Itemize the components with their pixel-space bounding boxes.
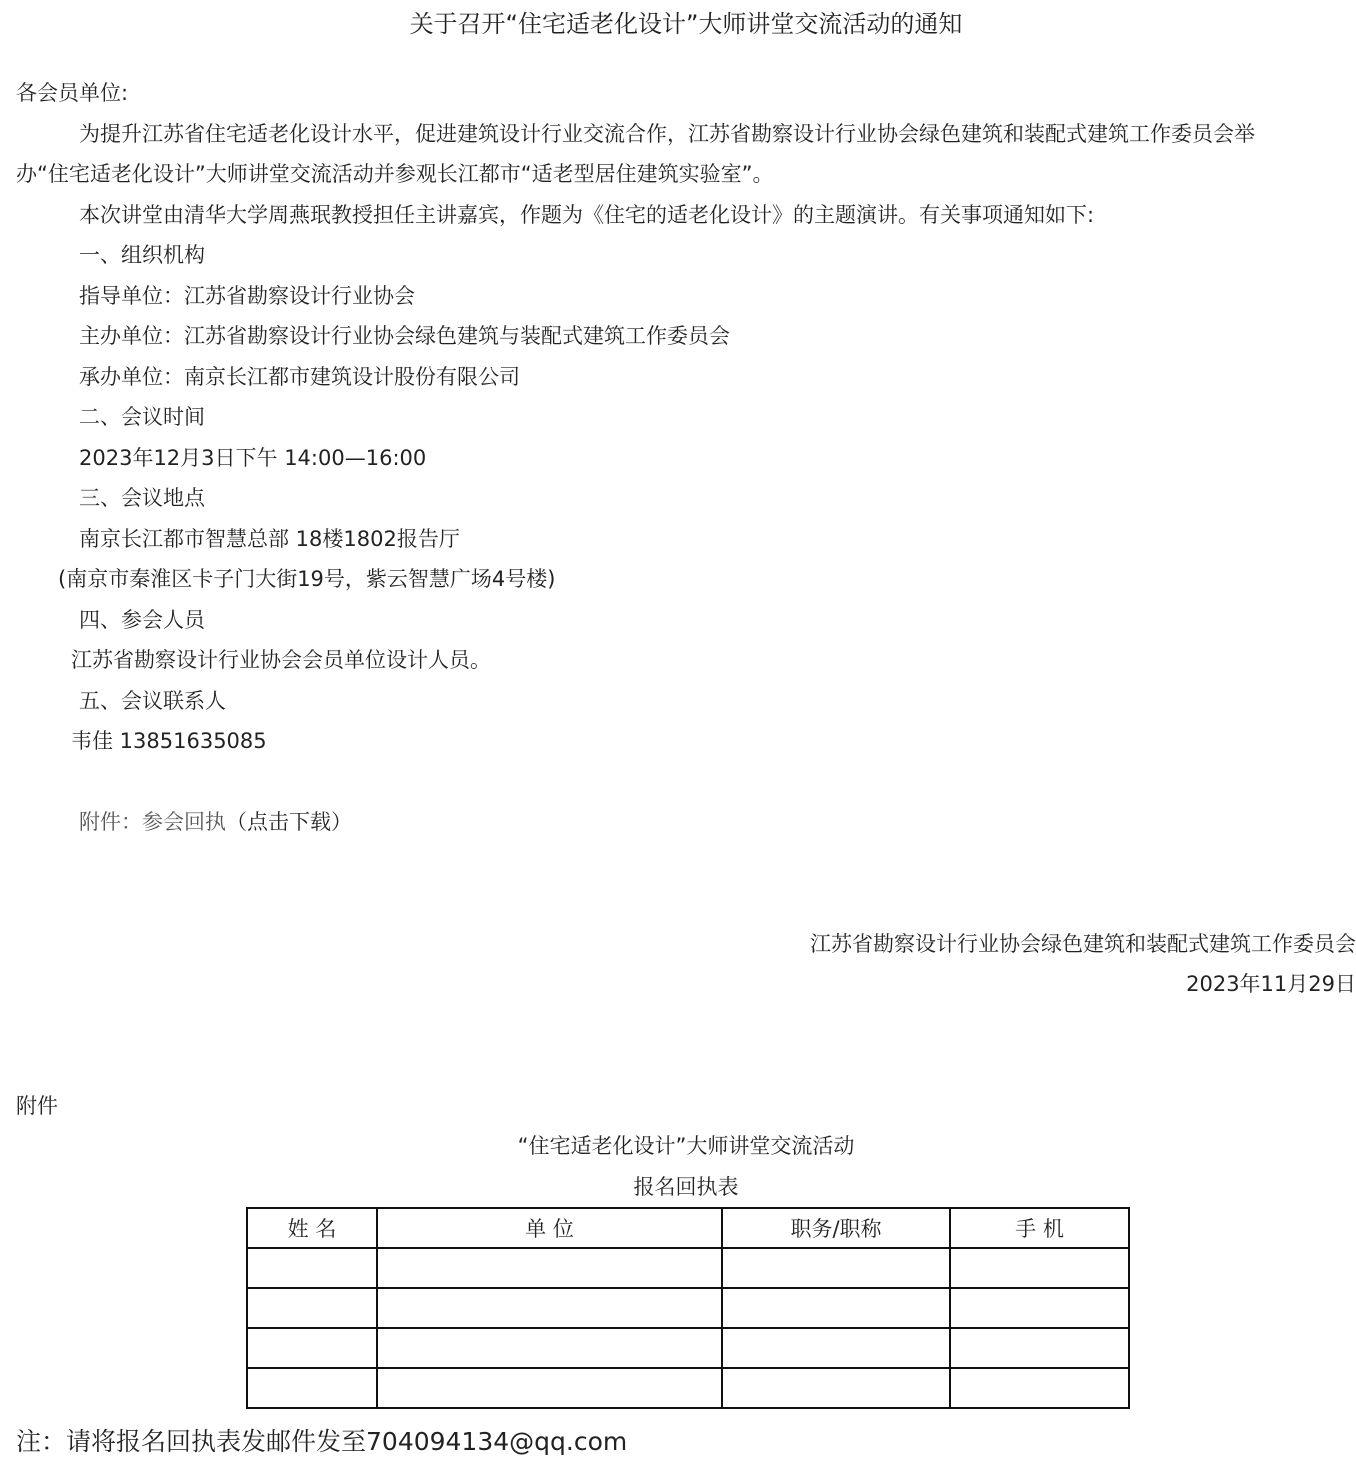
section-heading-place: 三、会议地点 [79,486,205,510]
column-header-phone: 手 机 [950,1208,1129,1248]
email-note: 注：请将报名回执表发邮件发至704094134@qq.com [16,1427,628,1456]
signature-date: 2023年11月29日 [1186,972,1356,996]
form-subtitle: 报名回执表 [633,1175,739,1199]
table-cell [950,1288,1129,1328]
table-row [247,1328,1129,1368]
attendees: 江苏省勘察设计行业协会会员单位设计人员。 [71,648,491,672]
meeting-place: 南京长江都市智慧总部 18楼1802报告厅 [79,527,460,551]
table-row [247,1288,1129,1328]
table-cell [377,1248,722,1288]
contact-person: 韦佳 13851635085 [71,729,267,753]
attachment-download-link[interactable] [79,806,352,838]
table-cell [722,1328,950,1368]
column-header-unit: 单 位 [377,1208,722,1248]
section-heading-contact: 五、会议联系人 [79,689,226,713]
table-cell [722,1288,950,1328]
table-header-row [247,1208,1129,1248]
table-cell [722,1248,950,1288]
table-cell [377,1328,722,1368]
notice-title: 关于召开“住宅适老化设计”大师讲堂交流活动的通知 [409,10,963,38]
attachment-link-label[interactable]: 附件：参会回执 [79,810,226,834]
table-cell [377,1368,722,1408]
table-cell [377,1288,722,1328]
table-cell [950,1328,1129,1368]
table-cell [247,1368,377,1408]
attachment-label: 附件 [16,1094,58,1118]
column-header-position: 职务/职称 [722,1208,950,1248]
table-cell [247,1288,377,1328]
table-row [247,1248,1129,1288]
host-unit: 主办单位：江苏省勘察设计行业协会绿色建筑与装配式建筑工作委员会 [79,324,730,348]
signature-organization: 江苏省勘察设计行业协会绿色建筑和装配式建筑工作委员会 [810,932,1356,956]
section-heading-time: 二、会议时间 [79,405,205,429]
meeting-time: 2023年12月3日下午 14:00—16:00 [79,446,427,470]
intro-paragraph-line-1: 为提升江苏省住宅适老化设计水平，促进建筑设计行业交流合作，江苏省勘察设计行业协会绿色建筑和装配式建筑工作委员会举 [79,122,1255,146]
table-cell [247,1248,377,1288]
table-row [247,1368,1129,1408]
section-heading-attendees: 四、参会人员 [79,608,205,632]
section-heading-organization: 一、组织机构 [79,243,205,267]
guiding-unit: 指导单位：江苏省勘察设计行业协会 [79,284,415,308]
salutation: 各会员单位: [16,81,129,105]
table-cell [722,1368,950,1408]
attachment-link-hint: （点击下载） [226,810,352,834]
form-title: “住宅适老化设计”大师讲堂交流活动 [517,1134,855,1158]
table-cell [247,1328,377,1368]
intro-paragraph-line-2: 办“住宅适老化设计”大师讲堂交流活动并参观长江都市“适老型居住建筑实验室”。 [16,162,774,186]
meeting-address: (南京市秦淮区卡子门大街19号，紫云智慧广场4号楼) [58,567,556,591]
lecture-paragraph: 本次讲堂由清华大学周燕珉教授担任主讲嘉宾，作题为《住宅的适老化设计》的主题演讲。有关事项通知如下: [79,203,1095,227]
registration-receipt-table [246,1207,1130,1409]
column-header-name: 姓 名 [247,1208,377,1248]
organizer-unit: 承办单位：南京长江都市建筑设计股份有限公司 [79,365,520,389]
table-cell [950,1248,1129,1288]
table-cell [950,1368,1129,1408]
